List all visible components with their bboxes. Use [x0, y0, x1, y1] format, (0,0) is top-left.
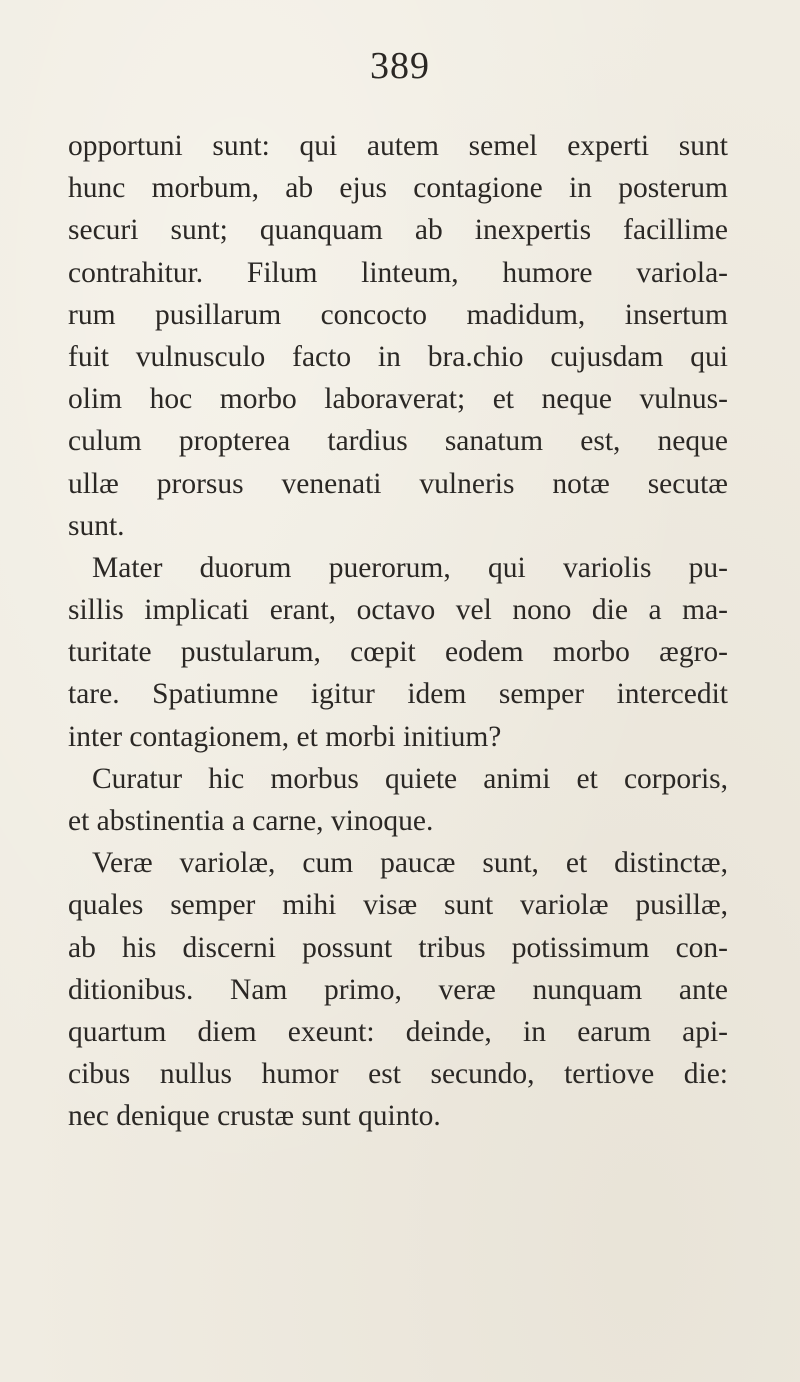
- text-line: quartum diem exeunt: deinde, in earum api-: [68, 1015, 728, 1048]
- text-line: sillis implicati erant, octavo vel nono die a ma-: [68, 594, 728, 627]
- text-line: turitate pustularum, cœpit eodem morbo ægro-: [68, 636, 728, 669]
- text-line: Veræ variolæ, cum paucæ sunt, et distinctæ,: [92, 847, 728, 880]
- text-line: Mater duorum puerorum, qui variolis pu-: [92, 551, 728, 584]
- text-line: opportuni sunt: qui autem semel experti sunt: [68, 130, 728, 162]
- text-line: ab his discerni possunt tribus potissimum con-: [68, 931, 728, 964]
- body-text: [68, 125, 728, 1138]
- text-line: nec denique crustæ sunt quinto.: [68, 1100, 441, 1133]
- text-line: tare. Spatiumne igitur idem semper intercedit: [68, 678, 728, 711]
- text-line: quales semper mihi visæ sunt variolæ pusillæ,: [68, 889, 728, 922]
- text-line: et abstinentia a carne, vinoque.: [68, 805, 434, 837]
- text-line: ditionibus. Nam primo, veræ nunquam ante: [68, 973, 728, 1006]
- text-line: hunc morbum, ab ejus contagione in posterum: [68, 172, 728, 205]
- text-line: inter contagionem, et morbi initium?: [68, 720, 502, 753]
- text-line: culum propterea tardius sanatum est, neque: [68, 425, 728, 458]
- text-line: cibus nullus humor est secundo, tertiove die:: [68, 1058, 728, 1091]
- text-line: fuit vulnusculo facto in bra.chio cujusdam qui: [68, 340, 728, 373]
- text-line: rum pusillarum concocto madidum, insertum: [68, 298, 728, 331]
- text-line: Curatur hic morbus quiete animi et corporis,: [92, 762, 728, 795]
- text-line: sunt.: [68, 509, 125, 542]
- text-line: securi sunt; quanquam ab inexpertis facillime: [68, 214, 728, 247]
- text-line: ullæ prorsus venenati vulneris notæ secutæ: [68, 467, 728, 500]
- page-number: 389: [370, 45, 430, 87]
- text-line: olim hoc morbo laboraverat; et neque vulnus-: [68, 383, 728, 416]
- text-line: contrahitur. Filum linteum, humore variola-: [68, 256, 728, 289]
